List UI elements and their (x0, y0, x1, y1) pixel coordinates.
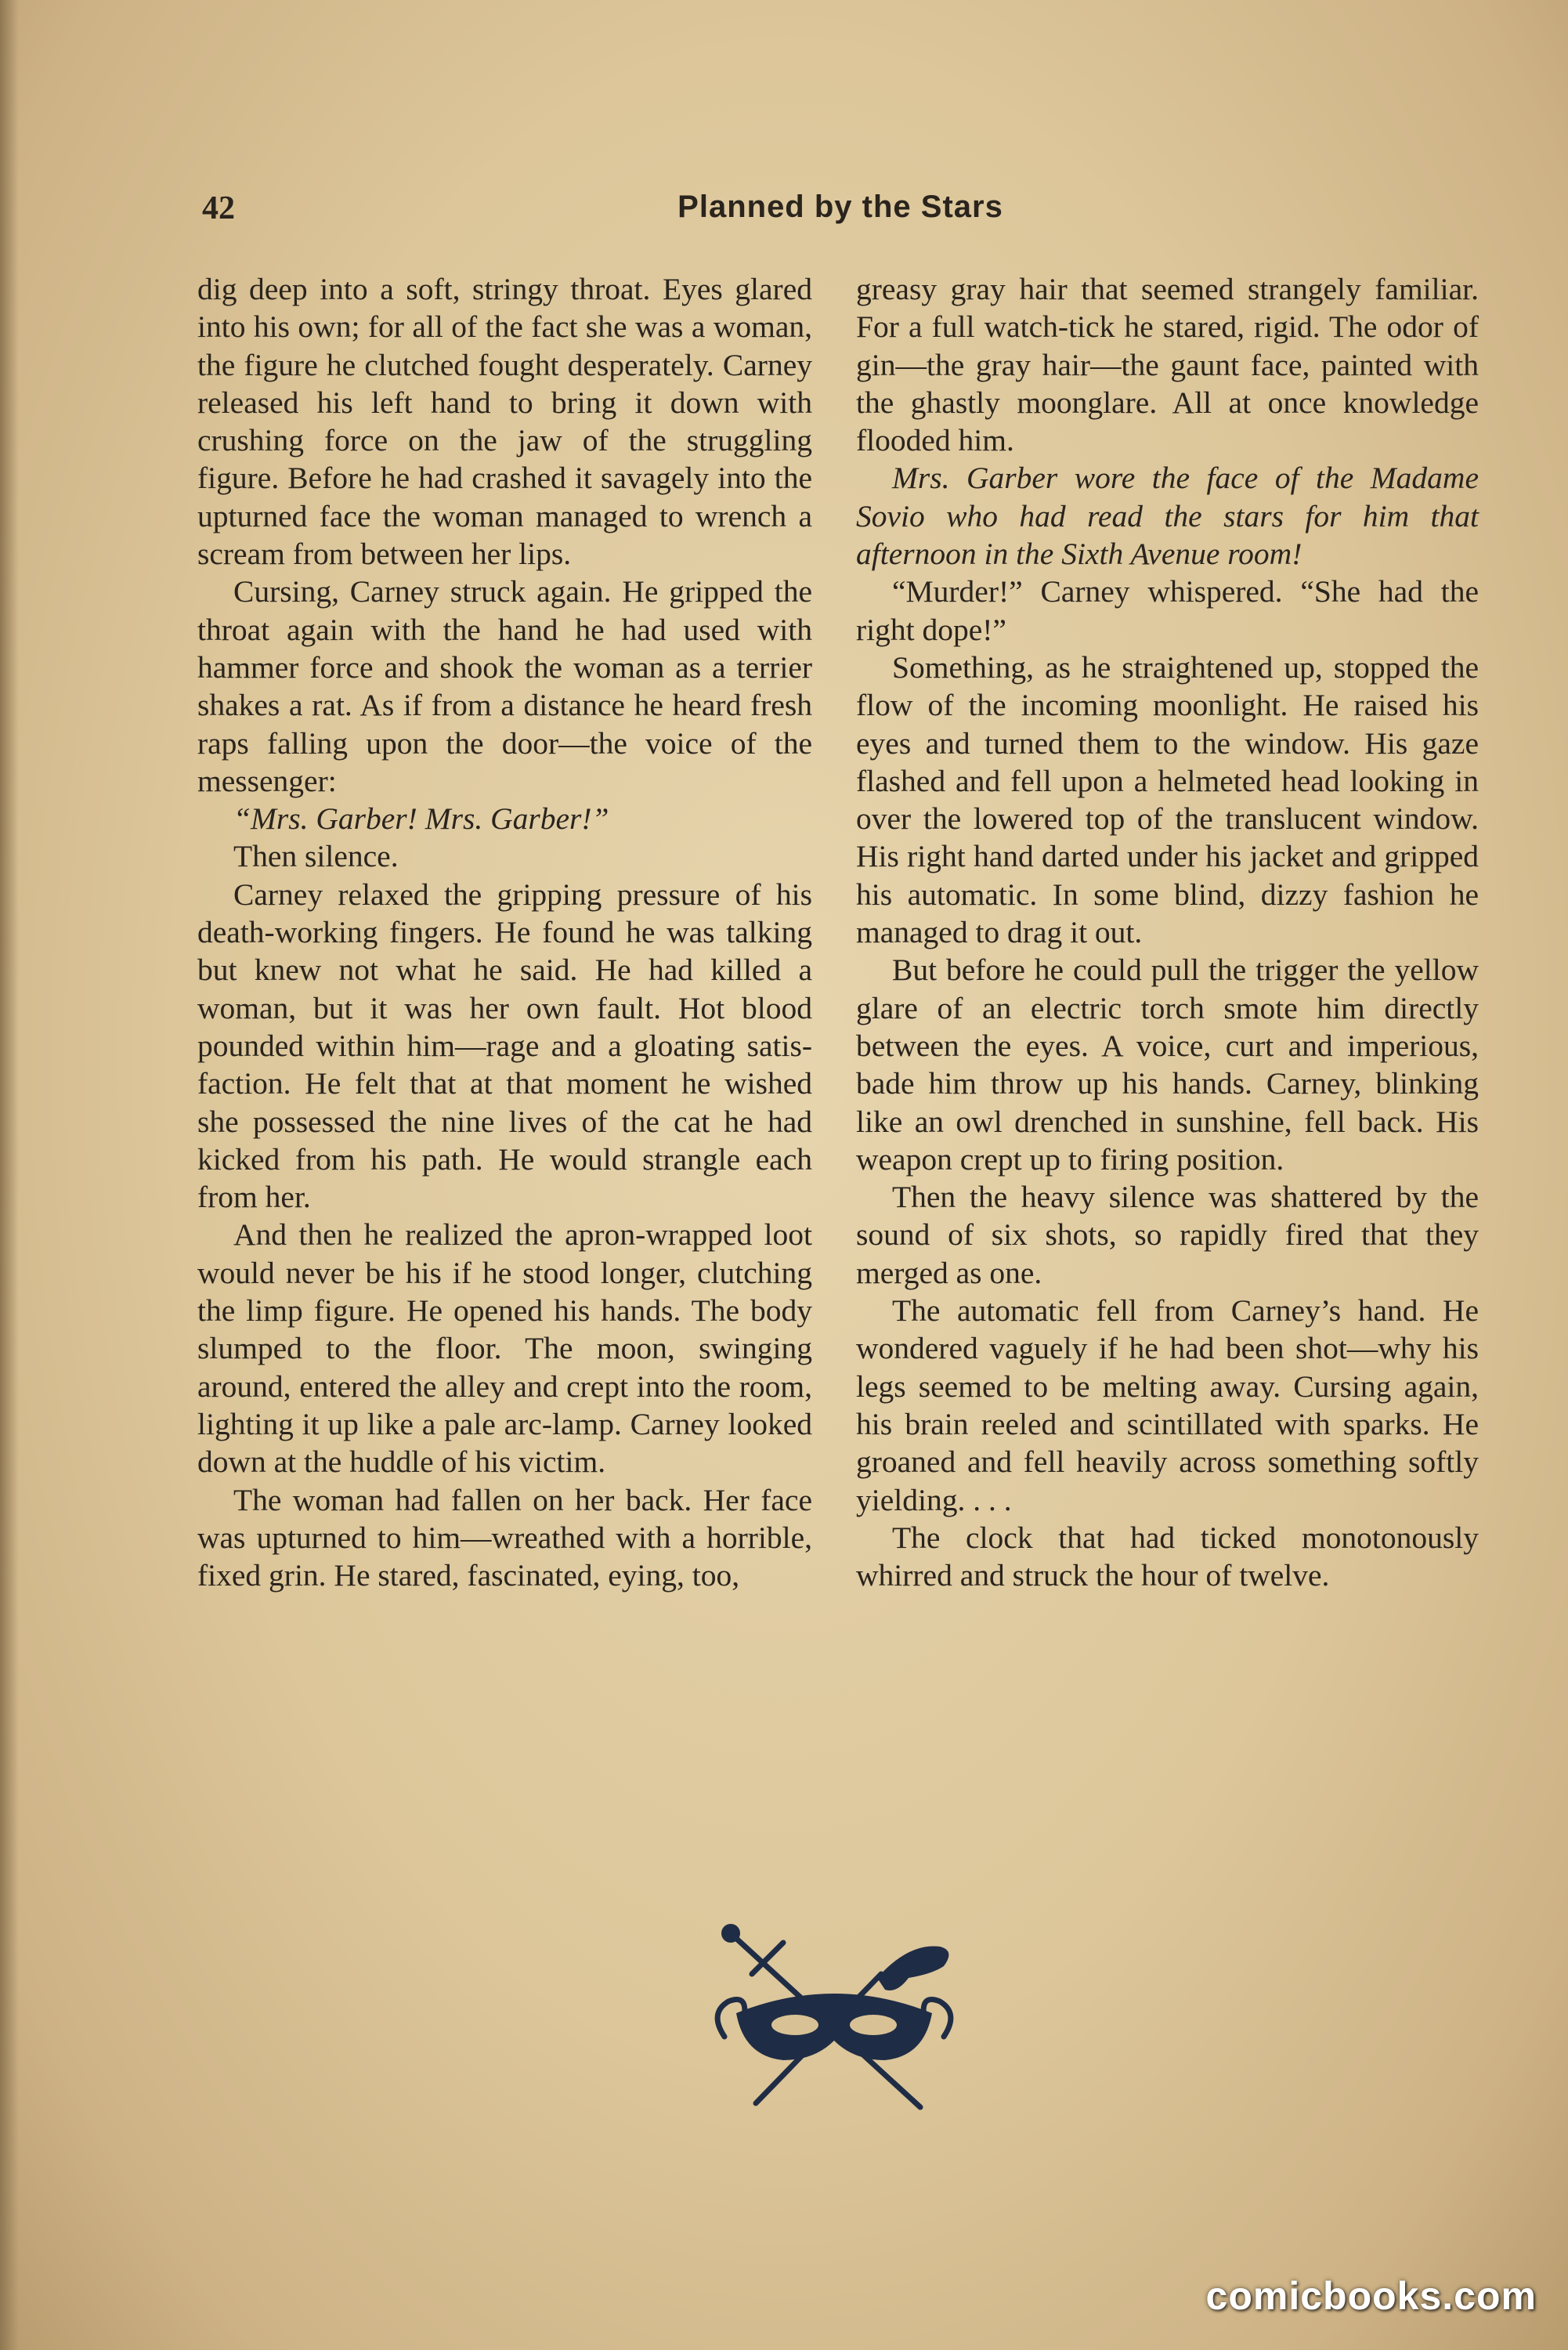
mask-dagger-pistol-icon (709, 1919, 959, 2123)
paragraph: dig deep into a soft, stringy throat. Eyes glared into his own; for all of the fact she was a woman, the figure he clutched fought desperately. Carney released his left hand to bring it down with crushing force on the jaw of the struggling figure. Before he had crashed it savagely into the upturned face the woman managed to wrench a scream from between her lips. (197, 272, 812, 572)
paragraph: The automatic fell from Carney’s hand. He wondered vaguely if he had been shot—why his legs seemed to be melting away. Cursing again, his brain reeled and scintillated with sparks. He groaned and fell heavily across something softly yielding. . . . (856, 1293, 1479, 1517)
page-header (202, 190, 1479, 237)
right-column (856, 270, 1479, 1594)
paragraph: Then silence. (233, 839, 399, 874)
paragraph: greasy gray hair that seemed strangely familiar. For a full watch-tick he stared, rigid. The odor of gin—the gray hair—the gaunt face, painted with the ghastly moonglare. All at once knowledge flooded him. (856, 272, 1479, 458)
paragraph: Something, as he straightened up, stopped the flow of the incoming moonlight. He raised his eyes and turned them to the window. His gaze flashed and fell upon a helmeted head looking in over the lowered top of the translucent window. His right hand darted under his jacket and gripped his automatic. In some blind, dizzy fashion he managed to drag it out. (856, 649, 1479, 950)
paragraph: Cursing, Carney struck again. He gripped the throat again with the hand he had used with hammer force and shook the woman as a terrier shakes a rat. As if from a distance he heard fresh raps falling upon the door—the voice of the messenger: (197, 574, 812, 798)
paragraph: The clock that had ticked monotonously whirred and struck the hour of twelve. (856, 1520, 1479, 1593)
page-edge (0, 0, 19, 2350)
paragraph: And then he realized the apron-wrapped loot would never be his if he stood longer, clutching the limp figure. He opened his hands. The body slumped to the floor. The moon, swinging around, entered the alley and crept into the room, lighting it up like a pale arc-lamp. Carney looked down at the huddle of his victim. (197, 1217, 812, 1480)
page-number: 42 (202, 190, 235, 226)
paragraph: The woman had fallen on her back. Her face was upturned to him—wreathed with a horrible, fixed grin. He stared, fascinated, eying, too, (197, 1482, 812, 1593)
paragraph: Then the heavy silence was shattered by the sound of six shots, so rapidly fired that they merged as one. (856, 1180, 1479, 1290)
paragraph: But before he could pull the trigger the yellow glare of an electric torch smote him directly between the eyes. A voice, curt and imperious, bade him throw up his hands. Carney, blinking like an owl drenched in sunshine, fell back. His weapon crept up to firing position. (856, 953, 1479, 1177)
watermark: comicbooks.com (1205, 2274, 1537, 2318)
quoted-line: “Mrs. Garber! Mrs. Garber!” (233, 801, 609, 837)
paragraph: Carney relaxed the gripping pressure of his death-working fingers. He found he was talking but knew not what he said. He had killed a woman, but it was her own fault. Hot blood pounded within him—rage and a gloating satisfaction. He felt that at that moment he wished she possessed the nine lives of the cat he had kicked from his path. He would strangle each from her. (197, 877, 812, 1215)
running-title: Planned by the Stars (677, 190, 1003, 224)
italic-paragraph: Mrs. Garber wore the face of the Madame Sovio who had read the stars for him that afternoon in the Sixth Avenue room! (856, 461, 1479, 572)
left-column (197, 270, 812, 1594)
paragraph: “Murder!” Carney whispered. “She had the right dope!” (856, 574, 1479, 647)
